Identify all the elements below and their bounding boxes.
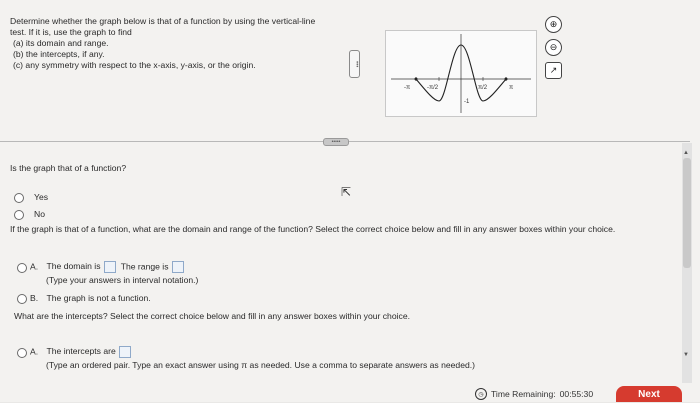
label-pi-half: π/2 [478, 85, 488, 91]
question-3-prompt: What are the intercepts? Select the correct choice below and fill in any answer boxes within your choice. [14, 311, 410, 321]
next-button[interactable]: Next [616, 386, 682, 402]
intercepts-option-a-letter: A. [30, 346, 39, 357]
label-neg-one: -1 [464, 99, 470, 105]
label-pi: π [509, 85, 514, 91]
option-a-content [30, 261, 187, 273]
scroll-down-icon[interactable]: ▼ [683, 352, 689, 358]
problem-part-c: (c) any symmetry with respect to the x-axis, y-axis, or the origin. [13, 60, 256, 70]
scroll-up-icon[interactable]: ▲ [683, 150, 689, 156]
timer-value: 00:55:30 [559, 389, 594, 399]
scrollbar-thumb[interactable] [683, 158, 691, 268]
expand-problem-button[interactable]: ••• [349, 50, 360, 78]
option-yes-label[interactable]: Yes [34, 192, 49, 202]
popout-icon[interactable]: ↗ [545, 62, 562, 79]
option-b-content [30, 293, 151, 303]
problem-line-1: Determine whether the graph below is that of a function by using the vertical-line [10, 16, 316, 26]
clock-icon: ◷ [475, 388, 487, 400]
mouse-cursor-icon: ⇱ [341, 185, 352, 199]
zoom-out-icon[interactable]: ⊖ [545, 39, 562, 56]
problem-line-2: test. If it is, use the graph to find [10, 27, 132, 37]
option-yes-radio[interactable] [14, 193, 24, 203]
intercepts-option-a-content [30, 346, 134, 358]
domain-label: The domain is [46, 261, 101, 272]
intercepts-label: The intercepts are [46, 346, 116, 357]
function-graph [385, 30, 537, 117]
option-b-letter: B. [30, 293, 39, 303]
time-remaining [475, 388, 593, 400]
domain-answer-box[interactable] [104, 261, 116, 273]
label-neg-pi-half: -π/2 [427, 85, 439, 91]
range-label: The range is [120, 261, 169, 272]
label-neg-pi: -π [404, 85, 411, 91]
problem-part-b: (b) the intercepts, if any. [13, 49, 105, 59]
option-b-text: The graph is not a function. [46, 293, 151, 303]
intercepts-hint: (Type an ordered pair. Type an exact answer using π as needed. Use a comma to separate answers as needed.) [46, 360, 476, 370]
option-no-label[interactable]: No [34, 209, 45, 219]
option-a-letter: A. [30, 261, 39, 272]
range-answer-box[interactable] [172, 261, 184, 273]
question-2-prompt: If the graph is that of a function, what are the domain and range of the function? Select the correct choice below and fill in any answer boxes within your choice. [10, 224, 616, 234]
option-a-radio[interactable] [17, 263, 27, 273]
option-b-radio[interactable] [17, 294, 27, 304]
intercepts-option-a-radio[interactable] [17, 348, 27, 358]
option-no-radio[interactable] [14, 210, 24, 220]
interval-hint: (Type your answers in interval notation.) [46, 275, 199, 285]
problem-part-a: (a) its domain and range. [13, 38, 109, 48]
zoom-in-icon[interactable]: ⊕ [545, 16, 562, 33]
problem-statement [10, 16, 345, 71]
question-1-prompt: Is the graph that of a function? [10, 163, 127, 173]
divider-handle[interactable]: ••••• [323, 138, 349, 146]
timer-label: Time Remaining: [491, 389, 556, 399]
intercepts-answer-box[interactable] [119, 346, 131, 358]
